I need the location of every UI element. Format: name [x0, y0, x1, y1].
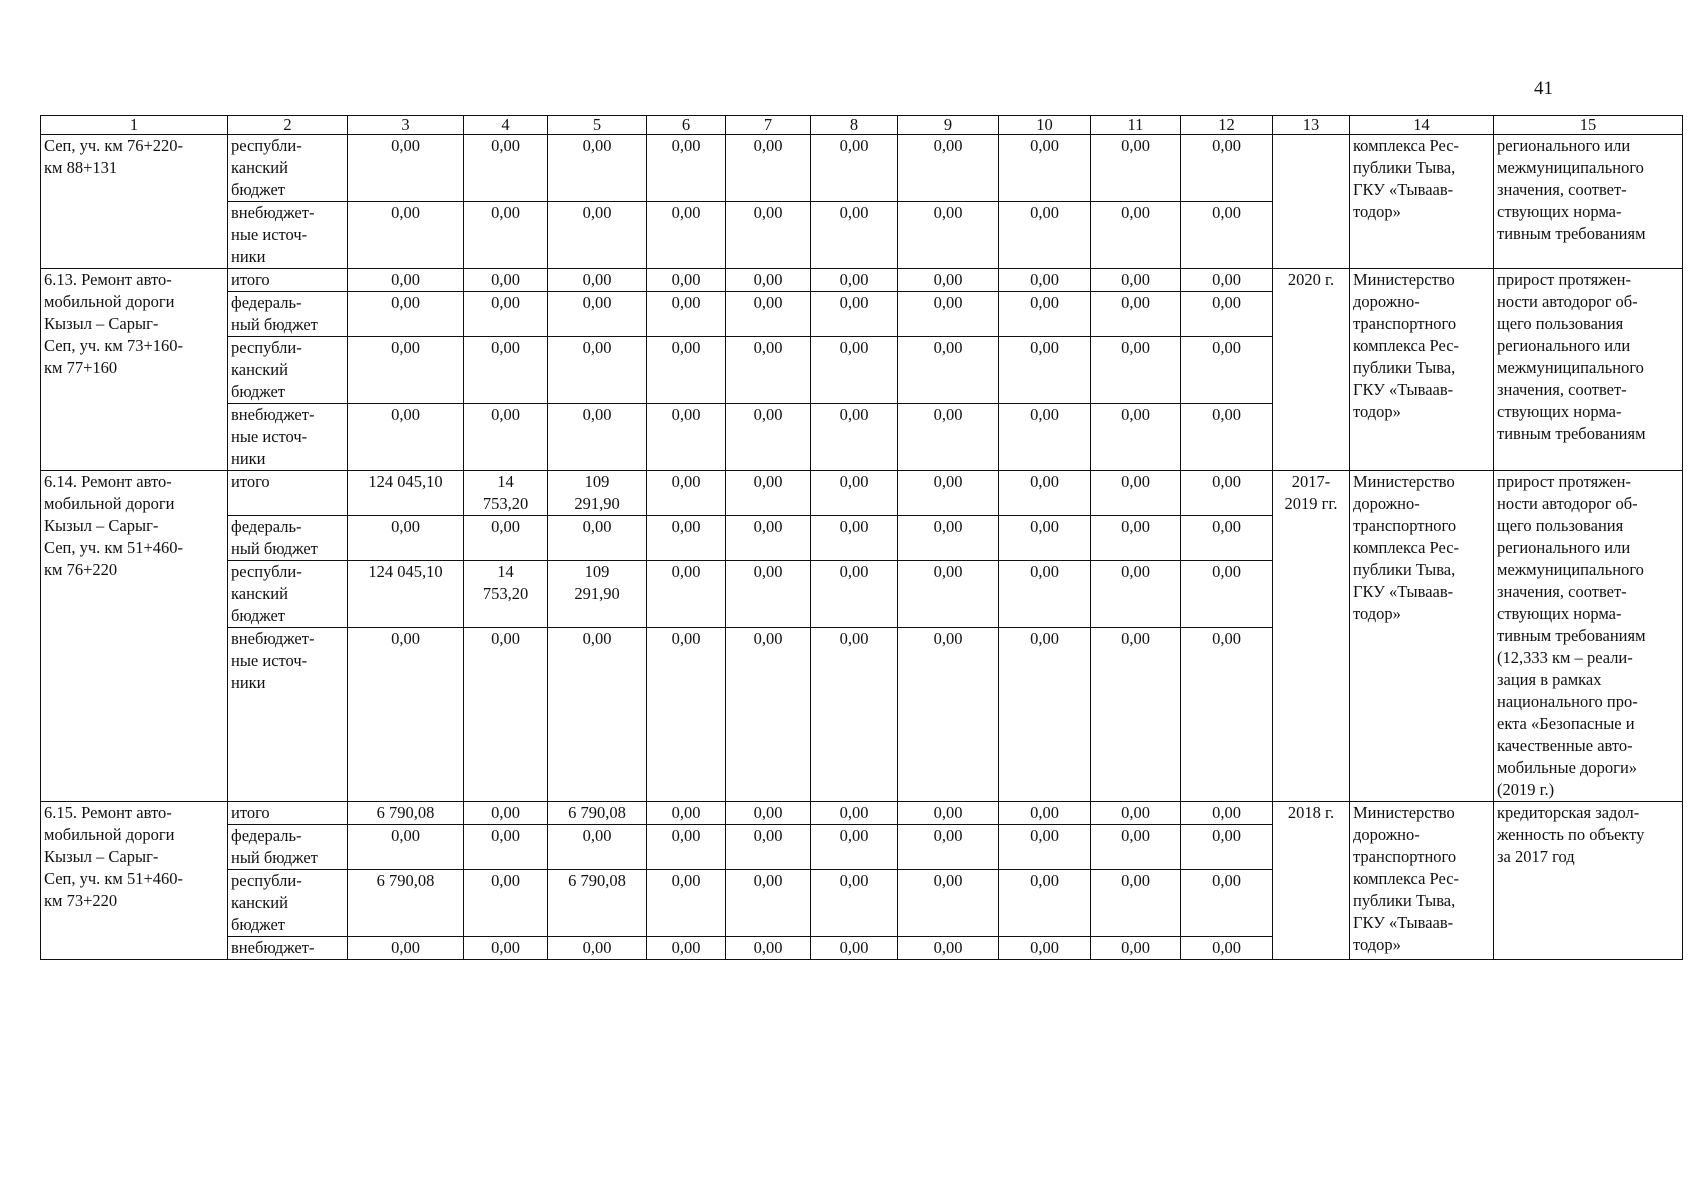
amount-cell: 0,00 — [1091, 471, 1181, 516]
amount-cell: 0,00 — [811, 292, 898, 337]
amount-cell: 0,00 — [1181, 404, 1273, 471]
amount-cell: 124 045,10 — [348, 561, 464, 628]
funding-source-cell: внебюджет- ные источ- ники — [228, 404, 348, 471]
amount-cell: 14 753,20 — [464, 471, 548, 516]
executor-cell: Министерство дорожно- транспортного комплекса Рес- публики Тыва, ГКУ «Тываав- тодор» — [1350, 269, 1494, 471]
event-name-cell: Сеп, уч. км 76+220- км 88+131 — [41, 135, 228, 269]
amount-cell: 0,00 — [464, 516, 548, 561]
amount-cell: 0,00 — [999, 202, 1091, 269]
period-cell: 2018 г. — [1273, 802, 1350, 960]
amount-cell: 0,00 — [726, 471, 811, 516]
amount-cell: 0,00 — [464, 202, 548, 269]
amount-cell: 6 790,08 — [548, 870, 647, 937]
amount-cell: 0,00 — [548, 135, 647, 202]
column-number-10: 10 — [999, 116, 1091, 135]
amount-cell: 0,00 — [811, 337, 898, 404]
table-row — [41, 269, 1683, 292]
expected-result-cell: прирост протяжен- ности автодорог об- щего пользования регионального или межмуниципального значения, соответ- ствующих норма- тивным требованиям — [1494, 269, 1683, 471]
amount-cell: 0,00 — [348, 269, 464, 292]
amount-cell: 0,00 — [548, 404, 647, 471]
amount-cell: 0,00 — [726, 516, 811, 561]
amount-cell: 0,00 — [898, 937, 999, 960]
amount-cell: 0,00 — [647, 337, 726, 404]
amount-cell: 0,00 — [1181, 628, 1273, 802]
amount-cell: 0,00 — [464, 628, 548, 802]
amount-cell: 0,00 — [898, 404, 999, 471]
period-cell: 2017- 2019 гг. — [1273, 471, 1350, 802]
amount-cell: 0,00 — [999, 135, 1091, 202]
funding-source-cell: республи- канский бюджет — [228, 870, 348, 937]
amount-cell: 0,00 — [1181, 937, 1273, 960]
amount-cell: 0,00 — [1091, 870, 1181, 937]
amount-cell: 0,00 — [1091, 937, 1181, 960]
amount-cell: 0,00 — [1091, 202, 1181, 269]
table-row — [41, 802, 1683, 825]
column-number-7: 7 — [726, 116, 811, 135]
amount-cell: 0,00 — [647, 870, 726, 937]
column-number-5: 5 — [548, 116, 647, 135]
amount-cell: 0,00 — [348, 404, 464, 471]
funding-source-cell: республи- канский бюджет — [228, 337, 348, 404]
column-number-1: 1 — [41, 116, 228, 135]
amount-cell: 0,00 — [464, 825, 548, 870]
amount-cell: 0,00 — [726, 870, 811, 937]
amount-cell: 109 291,90 — [548, 561, 647, 628]
amount-cell: 0,00 — [548, 202, 647, 269]
amount-cell: 0,00 — [898, 135, 999, 202]
amount-cell: 0,00 — [647, 202, 726, 269]
amount-cell: 0,00 — [999, 337, 1091, 404]
amount-cell: 0,00 — [647, 516, 726, 561]
executor-cell: Министерство дорожно- транспортного комплекса Рес- публики Тыва, ГКУ «Тываав- тодор» — [1350, 802, 1494, 960]
amount-cell: 0,00 — [898, 471, 999, 516]
funding-source-cell: федераль- ный бюджет — [228, 292, 348, 337]
amount-cell: 0,00 — [1181, 471, 1273, 516]
amount-cell: 0,00 — [726, 337, 811, 404]
amount-cell: 0,00 — [348, 516, 464, 561]
page-number: 41 — [1534, 78, 1553, 99]
amount-cell: 6 790,08 — [348, 802, 464, 825]
amount-cell: 0,00 — [548, 337, 647, 404]
amount-cell: 0,00 — [999, 870, 1091, 937]
column-number-2: 2 — [228, 116, 348, 135]
amount-cell: 0,00 — [999, 292, 1091, 337]
amount-cell: 0,00 — [464, 135, 548, 202]
amount-cell: 0,00 — [811, 404, 898, 471]
amount-cell: 0,00 — [1091, 404, 1181, 471]
amount-cell: 0,00 — [898, 628, 999, 802]
funding-source-cell: итого — [228, 471, 348, 516]
expected-result-cell: кредиторская задол- женность по объекту за 2017 год — [1494, 802, 1683, 960]
amount-cell: 0,00 — [548, 937, 647, 960]
amount-cell: 0,00 — [811, 825, 898, 870]
executor-cell: комплекса Рес- публики Тыва, ГКУ «Тываав- тодор» — [1350, 135, 1494, 269]
amount-cell: 0,00 — [999, 628, 1091, 802]
funding-source-cell: республи- канский бюджет — [228, 135, 348, 202]
amount-cell: 109 291,90 — [548, 471, 647, 516]
amount-cell: 0,00 — [1091, 516, 1181, 561]
amount-cell: 0,00 — [898, 825, 999, 870]
amount-cell: 0,00 — [811, 870, 898, 937]
amount-cell: 0,00 — [1091, 135, 1181, 202]
amount-cell: 0,00 — [1091, 825, 1181, 870]
amount-cell: 0,00 — [348, 337, 464, 404]
amount-cell: 0,00 — [647, 937, 726, 960]
amount-cell: 0,00 — [811, 937, 898, 960]
amount-cell: 0,00 — [726, 628, 811, 802]
funding-source-cell: внебюджет- ные источ- ники — [228, 202, 348, 269]
amount-cell: 0,00 — [647, 404, 726, 471]
amount-cell: 0,00 — [1181, 870, 1273, 937]
column-number-13: 13 — [1273, 116, 1350, 135]
amount-cell: 0,00 — [348, 202, 464, 269]
amount-cell: 0,00 — [999, 471, 1091, 516]
funding-source-cell: внебюджет- — [228, 937, 348, 960]
amount-cell: 0,00 — [647, 292, 726, 337]
amount-cell: 0,00 — [898, 292, 999, 337]
column-number-4: 4 — [464, 116, 548, 135]
program-table — [40, 115, 1683, 960]
amount-cell: 0,00 — [647, 628, 726, 802]
amount-cell: 0,00 — [898, 516, 999, 561]
amount-cell: 0,00 — [647, 471, 726, 516]
amount-cell: 0,00 — [726, 404, 811, 471]
amount-cell: 0,00 — [811, 471, 898, 516]
amount-cell: 0,00 — [898, 870, 999, 937]
funding-source-cell: федераль- ный бюджет — [228, 516, 348, 561]
amount-cell: 0,00 — [464, 802, 548, 825]
amount-cell: 0,00 — [1091, 337, 1181, 404]
event-name-cell: 6.13. Ремонт авто- мобильной дороги Кызыл – Сарыг- Сеп, уч. км 73+160- км 77+160 — [41, 269, 228, 471]
amount-cell: 0,00 — [1181, 337, 1273, 404]
amount-cell: 0,00 — [1091, 802, 1181, 825]
table-body — [41, 116, 1683, 960]
amount-cell: 0,00 — [1091, 561, 1181, 628]
amount-cell: 0,00 — [811, 561, 898, 628]
amount-cell: 0,00 — [999, 404, 1091, 471]
amount-cell: 0,00 — [726, 802, 811, 825]
amount-cell: 0,00 — [1181, 561, 1273, 628]
amount-cell: 0,00 — [1181, 802, 1273, 825]
column-number-15: 15 — [1494, 116, 1683, 135]
expected-result-cell: прирост протяжен- ности автодорог об- щего пользования регионального или межмуниципального значения, соответ- ствующих норма- тивным требованиям (12,333 км – реали- зация в рамках национального про- екта «Безопасные и качественные авто- мобильные дороги» (2019 г.) — [1494, 471, 1683, 802]
event-name-cell: 6.15. Ремонт авто- мобильной дороги Кызыл – Сарыг- Сеп, уч. км 51+460- км 73+220 — [41, 802, 228, 960]
event-name-cell: 6.14. Ремонт авто- мобильной дороги Кызыл – Сарыг- Сеп, уч. км 51+460- км 76+220 — [41, 471, 228, 802]
amount-cell: 0,00 — [548, 516, 647, 561]
amount-cell: 0,00 — [1091, 292, 1181, 337]
amount-cell: 0,00 — [647, 802, 726, 825]
amount-cell: 0,00 — [999, 561, 1091, 628]
amount-cell: 0,00 — [811, 628, 898, 802]
column-number-12: 12 — [1181, 116, 1273, 135]
amount-cell: 0,00 — [1181, 135, 1273, 202]
column-number-row — [41, 116, 1683, 135]
amount-cell: 0,00 — [647, 561, 726, 628]
funding-source-cell: итого — [228, 269, 348, 292]
amount-cell: 0,00 — [548, 292, 647, 337]
period-cell: 2020 г. — [1273, 269, 1350, 471]
funding-source-cell: республи- канский бюджет — [228, 561, 348, 628]
expected-result-cell: регионального или межмуниципального значения, соответ- ствующих норма- тивным требованиям — [1494, 135, 1683, 269]
column-number-3: 3 — [348, 116, 464, 135]
amount-cell: 0,00 — [464, 337, 548, 404]
amount-cell: 0,00 — [1181, 269, 1273, 292]
amount-cell: 0,00 — [647, 269, 726, 292]
amount-cell: 0,00 — [898, 269, 999, 292]
amount-cell: 0,00 — [1181, 516, 1273, 561]
executor-cell: Министерство дорожно- транспортного комплекса Рес- публики Тыва, ГКУ «Тываав- тодор» — [1350, 471, 1494, 802]
column-number-14: 14 — [1350, 116, 1494, 135]
funding-source-cell: внебюджет- ные источ- ники — [228, 628, 348, 802]
amount-cell: 0,00 — [348, 825, 464, 870]
amount-cell: 0,00 — [999, 516, 1091, 561]
amount-cell: 0,00 — [464, 937, 548, 960]
amount-cell: 0,00 — [999, 269, 1091, 292]
amount-cell: 0,00 — [811, 135, 898, 202]
amount-cell: 0,00 — [726, 561, 811, 628]
amount-cell: 0,00 — [348, 135, 464, 202]
amount-cell: 124 045,10 — [348, 471, 464, 516]
amount-cell: 0,00 — [1091, 628, 1181, 802]
amount-cell: 0,00 — [348, 628, 464, 802]
amount-cell: 0,00 — [726, 292, 811, 337]
amount-cell: 6 790,08 — [348, 870, 464, 937]
table-row — [41, 471, 1683, 516]
amount-cell: 0,00 — [726, 202, 811, 269]
period-cell — [1273, 135, 1350, 269]
amount-cell: 0,00 — [811, 516, 898, 561]
column-number-6: 6 — [647, 116, 726, 135]
amount-cell: 0,00 — [348, 292, 464, 337]
amount-cell: 0,00 — [464, 870, 548, 937]
amount-cell: 0,00 — [1091, 269, 1181, 292]
column-number-9: 9 — [898, 116, 999, 135]
amount-cell: 0,00 — [1181, 202, 1273, 269]
amount-cell: 0,00 — [999, 937, 1091, 960]
amount-cell: 0,00 — [647, 825, 726, 870]
table-row — [41, 135, 1683, 202]
amount-cell: 0,00 — [898, 202, 999, 269]
amount-cell: 0,00 — [464, 404, 548, 471]
amount-cell: 0,00 — [464, 269, 548, 292]
amount-cell: 0,00 — [348, 937, 464, 960]
column-number-8: 8 — [811, 116, 898, 135]
amount-cell: 0,00 — [548, 628, 647, 802]
amount-cell: 0,00 — [1181, 825, 1273, 870]
amount-cell: 0,00 — [1181, 292, 1273, 337]
funding-source-cell: итого — [228, 802, 348, 825]
funding-source-cell: федераль- ный бюджет — [228, 825, 348, 870]
amount-cell: 0,00 — [811, 269, 898, 292]
amount-cell: 0,00 — [999, 802, 1091, 825]
amount-cell: 0,00 — [999, 825, 1091, 870]
amount-cell: 0,00 — [464, 292, 548, 337]
amount-cell: 0,00 — [811, 202, 898, 269]
amount-cell: 0,00 — [726, 135, 811, 202]
amount-cell: 0,00 — [898, 337, 999, 404]
amount-cell: 0,00 — [898, 561, 999, 628]
amount-cell: 0,00 — [548, 269, 647, 292]
amount-cell: 6 790,08 — [548, 802, 647, 825]
amount-cell: 0,00 — [898, 802, 999, 825]
amount-cell: 0,00 — [726, 825, 811, 870]
amount-cell: 0,00 — [726, 937, 811, 960]
amount-cell: 0,00 — [811, 802, 898, 825]
column-number-11: 11 — [1091, 116, 1181, 135]
amount-cell: 0,00 — [726, 269, 811, 292]
amount-cell: 14 753,20 — [464, 561, 548, 628]
amount-cell: 0,00 — [647, 135, 726, 202]
amount-cell: 0,00 — [548, 825, 647, 870]
